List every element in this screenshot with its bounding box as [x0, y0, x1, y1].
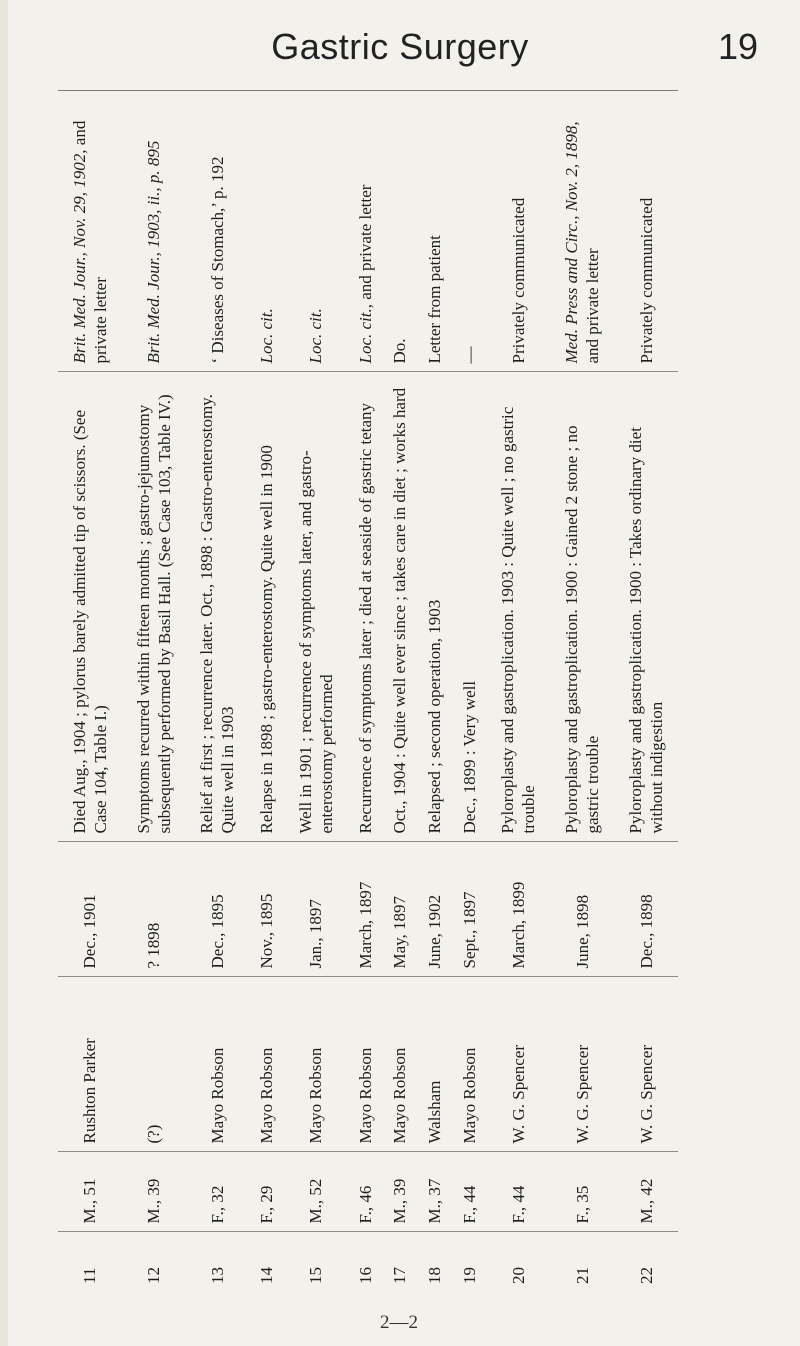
reference-source: [186, 92, 250, 372]
operation-date: March, 1897: [348, 842, 383, 977]
case-number: 15: [284, 1232, 348, 1292]
operation-date: Sept., 1897: [452, 842, 487, 977]
reference-source: [58, 92, 122, 372]
table-row: [614, 92, 678, 1292]
sex-age: M., 39: [383, 1152, 418, 1232]
case-number: 21: [550, 1232, 614, 1292]
header-rule: [58, 90, 678, 91]
case-table-body: [58, 92, 678, 1292]
operation-date: Jan., 1897: [284, 842, 348, 977]
result-text: Relapsed ; second operation, 1903: [417, 372, 452, 842]
table-row: [383, 92, 418, 1292]
operation-date: June, 1902: [417, 842, 452, 977]
reference-italic: Loc. cit.: [355, 308, 375, 364]
reference-text: Privately communicated: [636, 197, 656, 364]
reference-text: Privately communicated: [508, 197, 528, 364]
result-text: Oct., 1904 : Quite well ever since ; takes care in diet ; works hard: [383, 372, 418, 842]
result-text: Well in 1901 ; recurrence of symptoms later, and gastro-enterostomy performed: [284, 372, 348, 842]
operation-date: Dec., 1901: [58, 842, 122, 977]
reference-text: , and private letter: [355, 184, 375, 309]
table-row: [58, 92, 122, 1292]
reference-source: [348, 92, 383, 372]
reference-italic: Med. Press and Circ., Nov. 2, 1898,: [562, 121, 582, 364]
reference-text: Do.: [390, 338, 410, 364]
surgeon: W. G. Spencer: [550, 977, 614, 1152]
result-text: Died Aug., 1904 ; pylorus barely admitted tip of scissors. (See Case 104, Table I.): [58, 372, 122, 842]
reference-source: [122, 92, 186, 372]
operation-date: ? 1898: [122, 842, 186, 977]
table-row: [122, 92, 186, 1292]
page-margin-shadow: [0, 0, 8, 1346]
case-table: [58, 92, 678, 1292]
surgeon: Mayo Robson: [249, 977, 284, 1152]
table-row: [348, 92, 383, 1292]
case-number: 14: [249, 1232, 284, 1292]
result-text: Symptoms recurred within fifteen months ; gastro-jejunostomy subsequently performed by Basil Hall. (See Case 103, Table IV.): [122, 372, 186, 842]
surgeon: Mayo Robson: [186, 977, 250, 1152]
operation-date: May, 1897: [383, 842, 418, 977]
operation-date: March, 1899: [487, 842, 551, 977]
operation-date: Dec., 1898: [614, 842, 678, 977]
sex-age: F., 32: [186, 1152, 250, 1232]
sex-age: F., 46: [348, 1152, 383, 1232]
surgeon: Mayo Robson: [284, 977, 348, 1152]
case-number: 22: [614, 1232, 678, 1292]
surgeon: Mayo Robson: [348, 977, 383, 1152]
reference-text: and private letter: [583, 248, 603, 364]
table-row: [284, 92, 348, 1292]
case-table-rotated: [58, 92, 678, 1292]
case-number: 12: [122, 1232, 186, 1292]
case-table-container: [58, 92, 678, 1292]
reference-source: [452, 92, 487, 372]
sex-age: M., 51: [58, 1152, 122, 1232]
result-text: Relapse in 1898 ; gastro-enterostomy. Quite well in 1900: [249, 372, 284, 842]
case-number: 20: [487, 1232, 551, 1292]
sex-age: F., 29: [249, 1152, 284, 1232]
reference-text: and private letter: [69, 120, 110, 364]
result-text: Recurrence of symptoms later ; died at seaside of gastric tetany: [348, 372, 383, 842]
case-number: 13: [186, 1232, 250, 1292]
case-number: 11: [58, 1232, 122, 1292]
sex-age: M., 52: [284, 1152, 348, 1232]
surgeon: W. G. Spencer: [487, 977, 551, 1152]
running-title: Gastric Surgery: [271, 26, 529, 67]
surgeon: (?): [122, 977, 186, 1152]
surgeon: W. G. Spencer: [614, 977, 678, 1152]
table-row: [452, 92, 487, 1292]
sex-age: F., 44: [487, 1152, 551, 1232]
case-number: 19: [452, 1232, 487, 1292]
reference-source: [249, 92, 284, 372]
case-number: 17: [383, 1232, 418, 1292]
reference-text: —: [459, 346, 479, 364]
sex-age: F., 44: [452, 1152, 487, 1232]
signature-mark: 2—2: [380, 1312, 418, 1333]
table-row: [487, 92, 551, 1292]
case-number: 18: [417, 1232, 452, 1292]
case-number: 16: [348, 1232, 383, 1292]
operation-date: June, 1898: [550, 842, 614, 977]
result-text: Pyloroplasty and gastroplication. 1900 : Takes ordinary diet without indigestion: [614, 372, 678, 842]
reference-italic: Loc. cit.: [306, 308, 326, 364]
sex-age: M., 42: [614, 1152, 678, 1232]
reference-source: [383, 92, 418, 372]
reference-source: [550, 92, 614, 372]
sex-age: M., 39: [122, 1152, 186, 1232]
reference-source: [284, 92, 348, 372]
table-row: [186, 92, 250, 1292]
surgeon: Walsham: [417, 977, 452, 1152]
operation-date: Nov., 1895: [249, 842, 284, 977]
surgeon: Rushton Parker: [58, 977, 122, 1152]
surgeon: Mayo Robson: [383, 977, 418, 1152]
page-header: [0, 0, 800, 88]
reference-italic: Loc. cit.: [257, 308, 277, 364]
table-row: [550, 92, 614, 1292]
result-text: Relief at first ; recurrence later. Oct., 1898 : Gastro-enterostomy. Quite well in 1903: [186, 372, 250, 842]
reference-text: Letter from patient: [425, 235, 445, 364]
result-text: Pyloroplasty and gastroplication. 1903 : Quite well ; no gastric trouble: [487, 372, 551, 842]
surgeon: Mayo Robson: [452, 977, 487, 1152]
table-row: [417, 92, 452, 1292]
reference-italic: Brit. Med. Jour., Nov. 29, 1902,: [69, 149, 89, 364]
reference-source: [487, 92, 551, 372]
reference-text: ‘ Diseases of Stomach,’ p. 192: [207, 156, 227, 364]
table-row: [249, 92, 284, 1292]
result-text: Pyloroplasty and gastroplication. 1900 : Gained 2 stone ; no gastric trouble: [550, 372, 614, 842]
reference-source: [417, 92, 452, 372]
reference-source: [614, 92, 678, 372]
reference-italic: Brit. Med. Jour., 1903, ii., p. 895: [144, 140, 164, 364]
sex-age: F., 35: [550, 1152, 614, 1232]
operation-date: Dec., 1895: [186, 842, 250, 977]
result-text: Dec., 1899 : Very well: [452, 372, 487, 842]
sex-age: M., 37: [417, 1152, 452, 1232]
page-number: 19: [717, 26, 758, 67]
